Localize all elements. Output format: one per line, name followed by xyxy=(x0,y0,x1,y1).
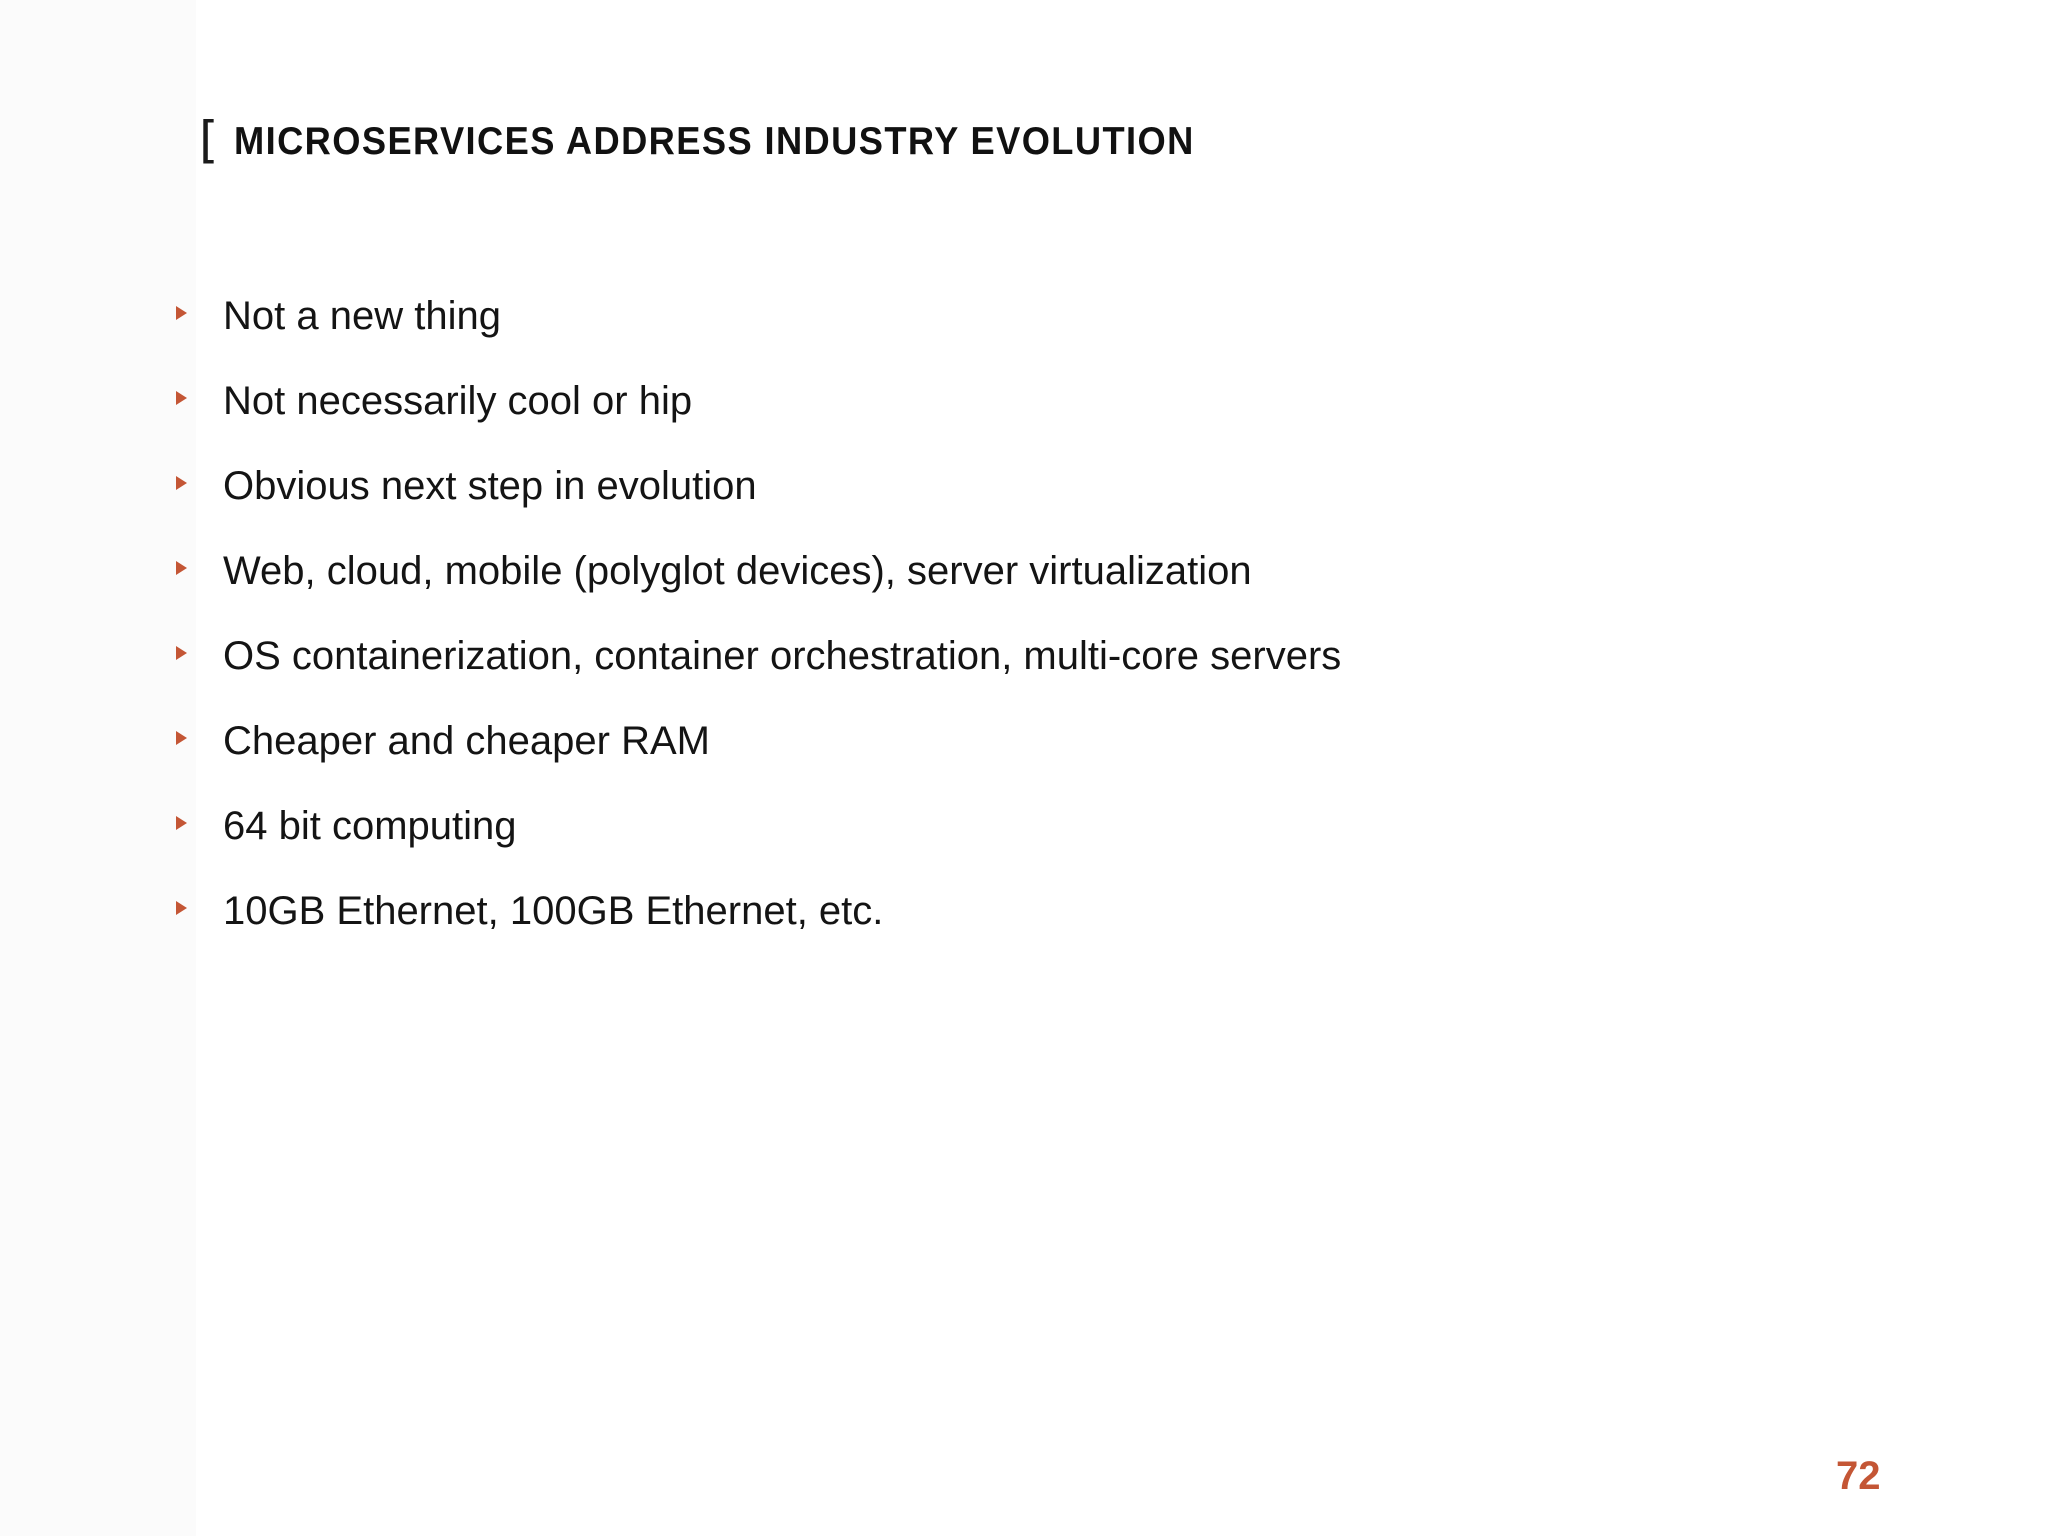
page-number: 72 xyxy=(1836,1454,1881,1498)
bullet-item xyxy=(168,869,1341,954)
bullet-list xyxy=(168,274,1341,954)
triangle-right-icon xyxy=(176,476,187,490)
bullet-item xyxy=(168,699,1341,784)
triangle-right-icon xyxy=(176,561,187,575)
triangle-right-icon xyxy=(176,306,187,320)
bullet-item xyxy=(168,274,1341,359)
bullet-text: Cheaper and cheaper RAM xyxy=(223,719,710,763)
slide-title: MICROSERVICES ADDRESS INDUSTRY EVOLUTION xyxy=(234,120,1195,163)
triangle-right-icon xyxy=(176,901,187,915)
bullet-item xyxy=(168,614,1341,699)
bullet-text: OS containerization, container orchestration, multi-core servers xyxy=(223,634,1342,678)
bullet-text: 64 bit computing xyxy=(223,804,517,848)
bullet-text: Web, cloud, mobile (polyglot devices), server virtualization xyxy=(223,549,1252,593)
bullet-text: Not necessarily cool or hip xyxy=(223,379,693,423)
title-bracket: [ xyxy=(192,111,223,169)
bullet-item xyxy=(168,444,1341,529)
triangle-right-icon xyxy=(176,391,187,405)
triangle-right-icon xyxy=(176,816,187,830)
bullet-item xyxy=(168,359,1341,444)
bullet-item xyxy=(168,529,1341,614)
bullet-text: Obvious next step in evolution xyxy=(223,464,757,508)
bullet-item xyxy=(168,784,1341,869)
triangle-right-icon xyxy=(176,646,187,660)
bullet-text: Not a new thing xyxy=(223,294,501,338)
bullet-text: 10GB Ethernet, 100GB Ethernet, etc. xyxy=(223,889,884,933)
slide-title-row xyxy=(192,112,1267,172)
triangle-right-icon xyxy=(176,731,187,745)
